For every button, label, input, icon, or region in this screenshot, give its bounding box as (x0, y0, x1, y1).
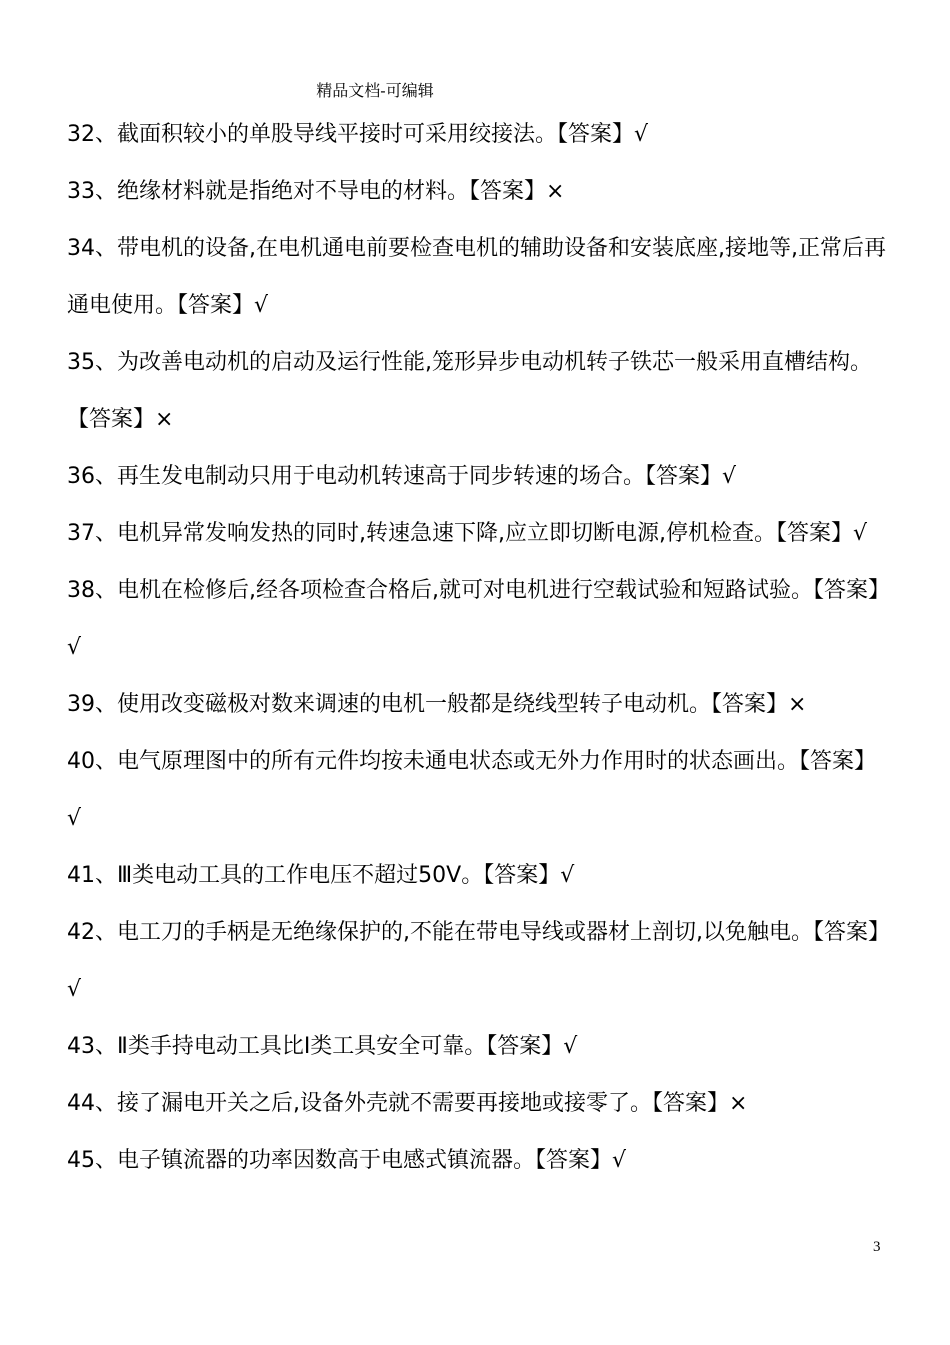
question-item-42: 42、电工刀的手柄是无绝缘保护的,不能在带电导线或器材上剖切,以免触电。【答案】√ (67, 920, 879, 1002)
question-item-39: 39、使用改变磁极对数来调速的电机一般都是绕线型转子电动机。【答案】× (67, 692, 807, 717)
question-item-34: 34、带电机的设备,在电机通电前要检查电机的辅助设备和安装底座,接地等,正常后再通电使用。【答案】√ (67, 236, 886, 318)
question-item-35: 35、为改善电动机的启动及运行性能,笼形异步电动机转子铁芯一般采用直槽结构。【答案】× (67, 350, 872, 432)
question-item-32: 32、截面积较小的单股导线平接时可采用绞接法。【答案】√ (67, 122, 649, 147)
question-item-40: 40、电气原理图中的所有元件均按未通电状态或无外力作用时的状态画出。【答案】√ (67, 749, 876, 831)
question-list (67, 106, 887, 1189)
question-item-36: 36、再生发电制动只用于电动机转速高于同步转速的场合。【答案】√ (67, 464, 737, 489)
question-item-38: 38、电机在检修后,经各项检查合格后,就可对电机进行空载试验和短路试验。【答案】√ (67, 578, 879, 660)
question-item-45: 45、电子镇流器的功率因数高于电感式镇流器。【答案】√ (67, 1148, 627, 1173)
page-number: 3 (873, 1239, 881, 1255)
question-item-44: 44、接了漏电开关之后,设备外壳就不需要再接地或接零了。【答案】× (67, 1091, 748, 1116)
question-item-37: 37、电机异常发响发热的同时,转速急速下降,应立即切断电源,停机检查。【答案】√ (67, 521, 867, 546)
question-item-43: 43、Ⅱ类手持电动工具比Ⅰ类工具安全可靠。【答案】√ (67, 1034, 578, 1059)
page-header: 精品文档-可编辑 (316, 81, 434, 100)
question-item-41: 41、Ⅲ类电动工具的工作电压不超过50V。【答案】√ (67, 863, 575, 888)
question-item-33: 33、绝缘材料就是指绝对不导电的材料。【答案】× (67, 179, 565, 204)
